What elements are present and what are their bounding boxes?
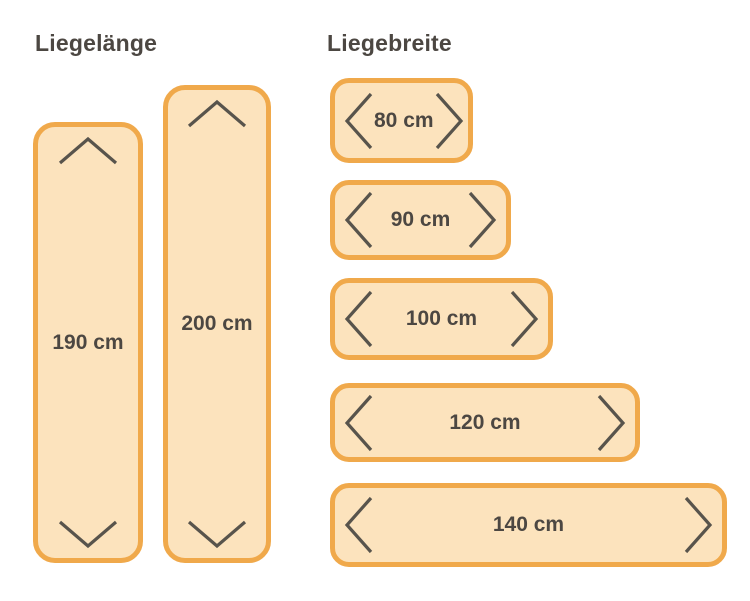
width-bar-140	[330, 483, 727, 567]
length-bar-label: 190 cm	[52, 330, 124, 354]
chevron-right-icon	[509, 289, 539, 349]
length-bar-190	[33, 122, 143, 563]
section-title-length: Liegelänge	[35, 30, 158, 56]
chevron-up-icon	[186, 99, 248, 129]
width-bar-label: 80 cm	[374, 108, 434, 132]
chevron-right-icon	[467, 190, 497, 250]
chevron-left-icon	[344, 289, 374, 349]
chevron-left-icon	[344, 190, 374, 250]
width-bar-90	[330, 180, 511, 260]
width-bar-80	[330, 78, 473, 163]
width-bar-label: 120 cm	[449, 410, 521, 434]
chevron-down-icon	[57, 519, 119, 549]
chevron-up-icon	[57, 136, 119, 166]
width-bar-120	[330, 383, 640, 462]
width-bar-label: 100 cm	[405, 307, 478, 330]
chevron-right-icon	[596, 393, 626, 453]
chevron-right-icon	[683, 495, 713, 555]
width-bar-label: 140 cm	[492, 513, 565, 536]
width-bar-100	[330, 278, 553, 360]
chevron-left-icon	[344, 91, 374, 151]
width-bar-label: 90 cm	[390, 208, 451, 231]
chevron-right-icon	[434, 91, 464, 151]
length-bar-label: 200 cm	[181, 312, 253, 335]
section-title-width: Liegebreite	[327, 30, 452, 56]
chevron-left-icon	[344, 495, 374, 555]
chevron-left-icon	[344, 393, 374, 453]
length-bar-200	[163, 85, 271, 563]
chevron-down-icon	[186, 519, 248, 549]
